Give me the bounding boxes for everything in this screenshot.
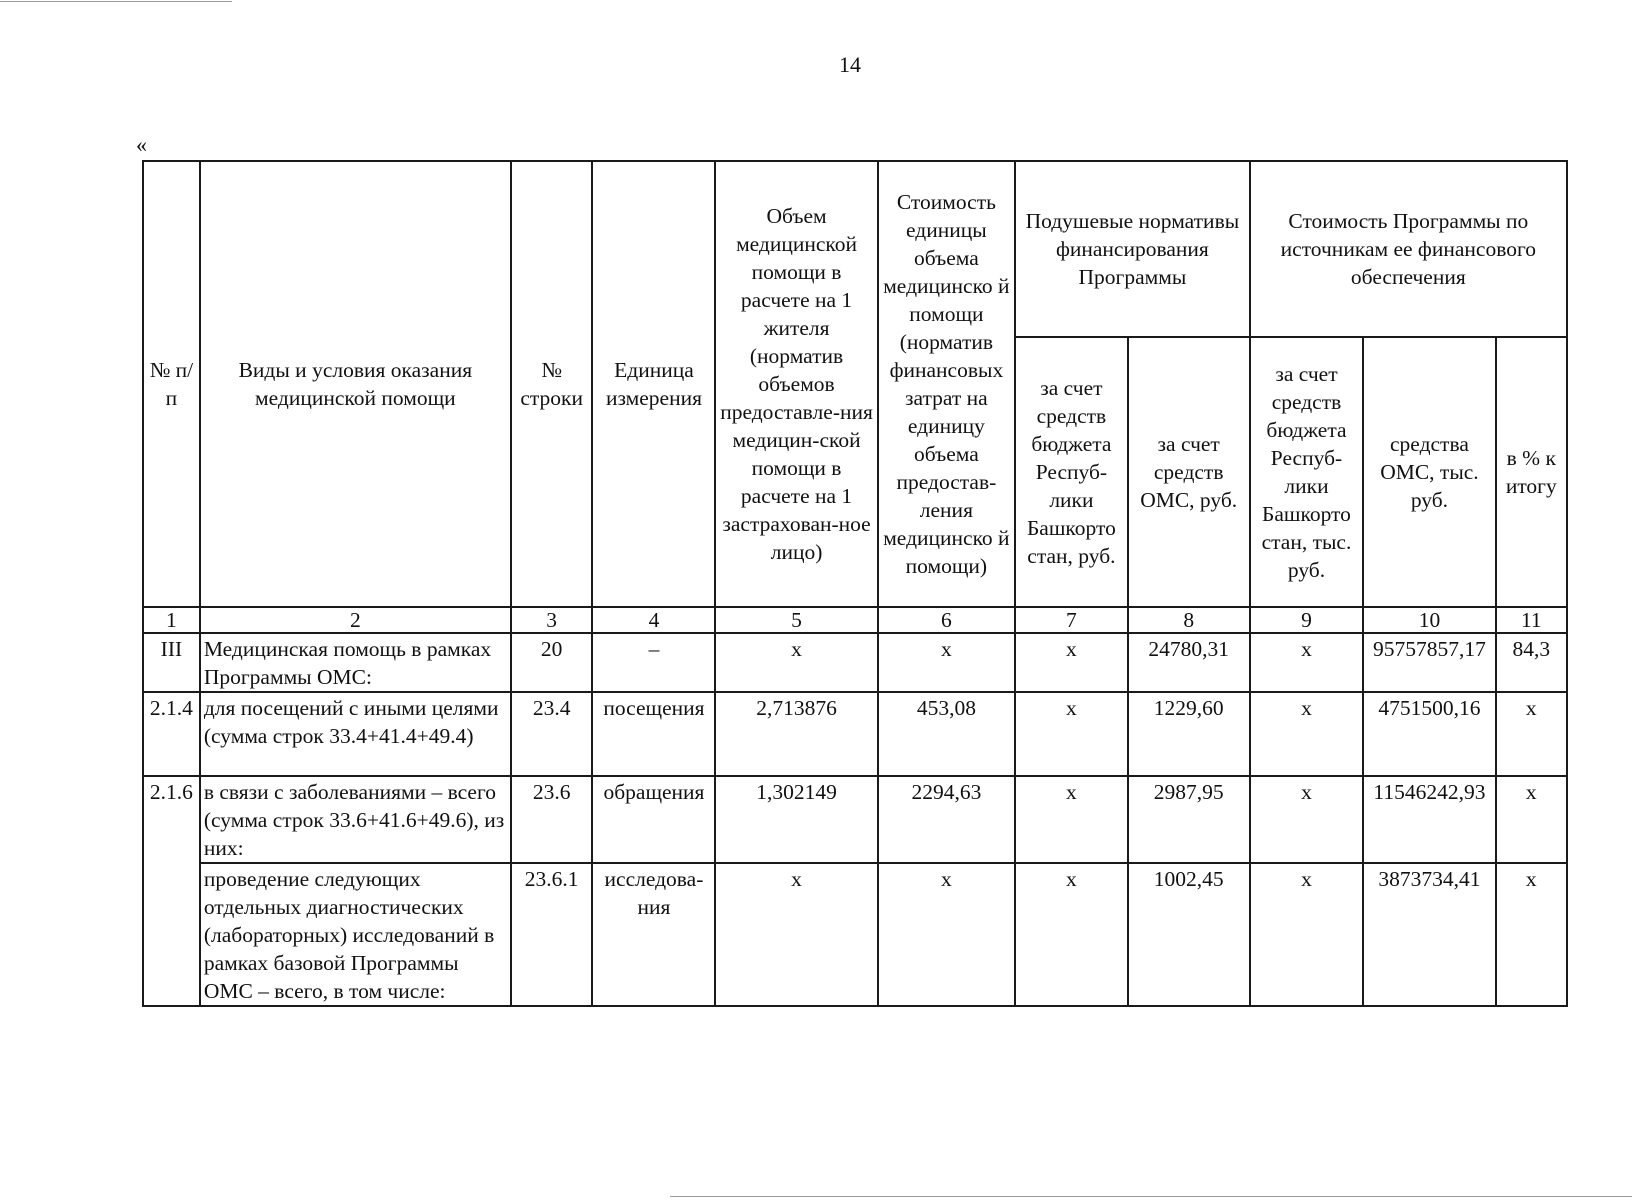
- row-budget-total: х: [1250, 776, 1364, 863]
- header-row-1: [143, 161, 1567, 337]
- column-number: 2: [200, 607, 511, 633]
- row-unit: –: [592, 633, 715, 692]
- column-number: 4: [592, 607, 715, 633]
- header-col-11: в % к итогу: [1496, 337, 1567, 607]
- row-line-number: 23.6.1: [511, 863, 593, 1006]
- scan-edge-line-top: [0, 1, 232, 2]
- column-number: 10: [1363, 607, 1495, 633]
- row-volume: х: [715, 863, 877, 1006]
- header-col-3: № строки: [511, 161, 593, 607]
- row-number: 2.1.4: [143, 692, 200, 776]
- row-volume: 2,713876: [715, 692, 877, 776]
- column-number: 3: [511, 607, 593, 633]
- row-oms-per-capita: 1002,45: [1128, 863, 1250, 1006]
- row-percent: 84,3: [1496, 633, 1567, 692]
- row-line-number: 23.4: [511, 692, 593, 776]
- row-budget-per-capita: х: [1015, 863, 1128, 1006]
- row-unit-cost: 2294,63: [878, 776, 1015, 863]
- header-col-1: № п/п: [143, 161, 200, 607]
- table-row: [143, 692, 1567, 776]
- header-col-5: Объем медицинской помощи в расчете на 1 жителя (норматив объемов предоставле-ния медицин-ской помощи в расчете на 1 застрахован-ное лицо): [715, 161, 877, 607]
- column-number: 5: [715, 607, 877, 633]
- row-budget-per-capita: х: [1015, 633, 1128, 692]
- row-volume: х: [715, 633, 877, 692]
- row-line-number: 20: [511, 633, 593, 692]
- header-col-10: средства ОМС, тыс. руб.: [1363, 337, 1495, 607]
- row-number: III: [143, 633, 200, 692]
- column-number: 6: [878, 607, 1015, 633]
- row-unit-cost: х: [878, 863, 1015, 1006]
- program-cost-table: [142, 160, 1568, 1007]
- row-unit-cost: х: [878, 633, 1015, 692]
- scan-edge-line-bottom: [670, 1196, 1632, 1197]
- table-row: [143, 776, 1567, 863]
- row-name: проведение следующих отдельных диагностических (лабораторных) исследований в рамках базовой Программы ОМС – всего, в том числе:: [200, 863, 511, 1006]
- row-volume: 1,302149: [715, 776, 877, 863]
- row-number: 2.1.6: [143, 776, 200, 1006]
- column-number: 9: [1250, 607, 1364, 633]
- row-budget-total: х: [1250, 633, 1364, 692]
- column-number-row: [143, 607, 1567, 633]
- row-oms-total: 3873734,41: [1363, 863, 1495, 1006]
- header-group-program-cost: Стоимость Программы по источникам ее финансового обеспечения: [1250, 161, 1567, 337]
- page-number: 14: [839, 52, 861, 77]
- row-name: для посещений с иными целями (сумма строк 33.4+41.4+49.4): [200, 692, 511, 776]
- row-oms-per-capita: 2987,95: [1128, 776, 1250, 863]
- row-unit: посещения: [592, 692, 715, 776]
- row-name: Медицинская помощь в рамках Программы ОМС:: [200, 633, 511, 692]
- row-oms-total: 11546242,93: [1363, 776, 1495, 863]
- opening-quote-mark: «: [136, 132, 147, 157]
- column-number: 8: [1128, 607, 1250, 633]
- row-oms-per-capita: 24780,31: [1128, 633, 1250, 692]
- row-budget-total: х: [1250, 863, 1364, 1006]
- row-unit: обращения: [592, 776, 715, 863]
- row-budget-per-capita: х: [1015, 692, 1128, 776]
- header-col-2: Виды и условия оказания медицинской помощи: [200, 161, 511, 607]
- row-percent: х: [1496, 776, 1567, 863]
- header-group-per-capita: Подушевые нормативы финансирования Программы: [1015, 161, 1250, 337]
- column-number: 11: [1496, 607, 1567, 633]
- row-oms-total: 4751500,16: [1363, 692, 1495, 776]
- row-line-number: 23.6: [511, 776, 593, 863]
- row-budget-total: х: [1250, 692, 1364, 776]
- header-col-4: Единица измерения: [592, 161, 715, 607]
- row-budget-per-capita: х: [1015, 776, 1128, 863]
- header-col-9: за счет средств бюджета Респуб-лики Башкорто стан, тыс. руб.: [1250, 337, 1364, 607]
- row-unit: исследова-ния: [592, 863, 715, 1006]
- row-name: в связи с заболеваниями – всего (сумма строк 33.6+41.6+49.6), из них:: [200, 776, 511, 863]
- table-row: [143, 633, 1567, 692]
- header-col-6: Стоимость единицы объема медицинско й помощи (норматив финансовых затрат на единицу объема предостав-ления медицинско й помощи): [878, 161, 1015, 607]
- header-col-8: за счет средств ОМС, руб.: [1128, 337, 1250, 607]
- column-number: 1: [143, 607, 200, 633]
- table-row: [143, 863, 1567, 1006]
- row-oms-total: 95757857,17: [1363, 633, 1495, 692]
- row-percent: х: [1496, 863, 1567, 1006]
- row-unit-cost: 453,08: [878, 692, 1015, 776]
- column-number: 7: [1015, 607, 1128, 633]
- row-percent: х: [1496, 692, 1567, 776]
- row-oms-per-capita: 1229,60: [1128, 692, 1250, 776]
- header-col-7: за счет средств бюджета Респуб-лики Башкорто стан, руб.: [1015, 337, 1128, 607]
